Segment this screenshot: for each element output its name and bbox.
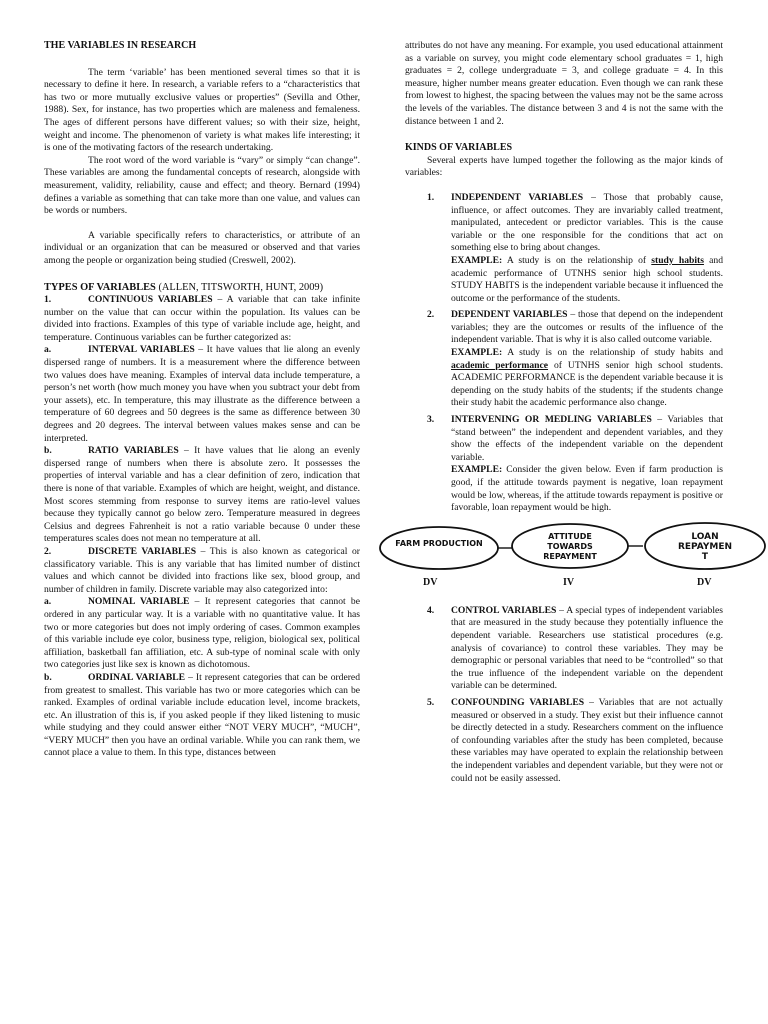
control-number: 4. [427,604,435,616]
dv-label-2: DV [697,576,712,588]
control-text: – A special types of independent variables that are measured in the study because they potentially influence the dependent variable. Researchers use statistical procedures (e.g. analysis of covariance) to control these variables. They may be demographic or personal variables that need to be “controlled” so that the true influence of the independent variable on the dependent variable can be determined. [451,604,723,692]
control-variables-item [405,605,723,693]
types-citation: (ALLEN, TITSWORTH, HUNT, 2009) [155,281,324,293]
independent-example-emphasis: study habits [651,254,704,266]
ordinal-continuation-paragraph: attributes do not have any meaning. For example, you used educational attainment as a variable on survey, you might code elementary school graduates = 1, high graduates = 2, college undergraduate = 3, and college graduate = 4. In this measure, higher number means greater education. Even though we can rank these from lowest to highest, the spacing between the values may not be the same across the levels of the variables. The distance between 3 and 4 is not the same with the distance between 1 and 2. [405,40,723,127]
independent-example [451,255,723,305]
confounding-text: – Variables that are not actually measured or observed in a study. They exist but their influence cannot be directly detected in a study. Researchers comment on the influence of confounding variables after the study has been completed, because these variables may have operated to explain the relationship between the independent variables and dependent variable, but they were not or could not be easily assessed. [451,696,723,784]
intervening-variables-item [405,414,723,515]
ratio-letter: b. [44,445,52,457]
discrete-variables-paragraph [44,546,360,596]
independent-number: 1. [427,191,435,203]
kinds-intro: Several experts have lumped together the following as the major kinds of variables: [405,154,723,179]
left-column [44,0,360,760]
loan-repayment-label: LOAN REPAYMEN T [677,531,733,562]
continuous-number: 1. [44,294,52,306]
intervening-example-text: Consider the given below. Even if farm production is good, if the attitude towards payment is negative, loan repayment would be low, whereas, if the attitude towards repayment is positive or favorable, loan repayment would be high. [451,464,723,514]
kinds-heading: KINDS OF VARIABLES [405,142,513,154]
ordinal-text: – It represent categories that can be ordered from greatest to smallest. This variable has two or more categories which can be ranked. Examples of ordinal variable include education level, income brackets, etc. An illustration of this is, if you asked people if they liked listening to music while studying and they could answer either “NOT VERY MUCH”, “MUCH”, “VERY MUCH” then you have an ordinal variable. While you can rank them, we cannot place a value to them. In this type, distances between [44,671,360,759]
dependent-heading: DEPENDENT VARIABLES [451,309,568,321]
independent-heading: INDEPENDENT VARIABLES [451,191,584,203]
interval-heading: INTERVAL VARIABLES [88,344,195,356]
dependent-example [451,347,723,410]
confounding-variables-item [405,697,723,785]
intervening-text: – Variables that “stand between” the independent and dependent variables, and they show the effects of the independent variable on the dependent variable. [451,414,723,463]
right-column [395,0,733,785]
control-heading: CONTROL VARIABLES [451,604,557,616]
nominal-text: – It represent categories that cannot be ordered in any particular way. It is a variable with no quantitative value. It has two or more categories but does not imply ordering of cases. Common examples of this variable include eye color, business type, religion, biological sex, political affiliation, basketball fan affiliation, etc. A sub-type of nominal scale with only two categories just like sex is known as dichotomous. [44,596,360,671]
interval-variables-paragraph [44,344,360,445]
dependent-number: 2. [427,309,435,321]
intervening-example [451,464,723,514]
discrete-number: 2. [44,545,52,557]
dependent-text: – those that depend on the independent variables; they are the outcomes or results of the influence of the independent variable. That is why it is also called outcome variable. [451,309,723,346]
independent-example-text-b: and academic performance of UTNHS senior high school students. STUDY HABITS is the independent variable because it influenced the outcome or the performance of the students. [451,254,723,304]
dependent-example-label: EXAMPLE: [451,347,503,359]
intro-paragraph-3: A variable specifically refers to characteristics, or attribute of an individual or an organization that can be measured or observed and that varies among the people or organization being studied (Creswell, 2002). [44,229,360,266]
discrete-heading: DISCRETE VARIABLES [88,545,197,557]
continuous-text: – A variable that can take infinite number on the value that can occur within the population. Its values can be divided into fractions. Examples of this type of variable include age, height, and temperature. Continuous variables can be further categorized as: [44,294,360,343]
interval-text: – It have values that lie along an evenly dispersed range of numbers. It is a measurement where the difference between two values does have meaning. Examples of interval data include temperature, a person’s net worth (how much money you have when you subtract your debt from your assets), etc. In temperature, this may illustrate as the difference between a temperature of 60 degrees and 50 degrees is the same as difference between 30 degrees and 20 degrees. The interval between values makes sense and can be interpreted. [44,344,360,444]
ratio-text: – It have values that lie along an evenly dispersed range of numbers when there is absolute zero. It possesses the properties of interval variable and has a clear definition of zero, indication that there is none of that variable. Examples of which are height, weight, and distance. Most scores stemming from response to survey items are ratio-level values because they typically cannot go below zero. Temperature measured in degrees Celsius and degrees Fahrenheit is not a ratio variable because 0 under these temperatures scales does not mean no temperature at all. [44,445,360,545]
interval-letter: a. [44,344,52,356]
nominal-letter: a. [44,596,52,608]
ordinal-heading: ORDINAL VARIABLE [88,671,186,683]
dependent-variables-item [405,309,723,410]
independent-example-label: EXAMPLE: [451,254,503,266]
intervening-number: 3. [427,414,435,426]
independent-example-text-a: A study is on the relationship of [502,254,652,266]
types-heading-line [44,282,360,295]
dependent-example-text-b: of UTNHS senior high school students. ACADEMIC PERFORMANCE is the dependent variable because it is depending on the study habits of the students; if the students change their study habit the academic performance also change. [451,359,723,409]
nominal-variable-paragraph [44,596,360,672]
ratio-heading: RATIO VARIABLES [88,445,179,457]
independent-variables-item [405,192,723,305]
attitude-label: ATTITUDE TOWARDS REPAYMENT [543,531,597,561]
ratio-variables-paragraph [44,445,360,546]
dependent-example-emphasis: academic performance [451,359,549,371]
ordinal-letter: b. [44,671,52,683]
continuous-heading: CONTINUOUS VARIABLES [88,294,213,306]
intervening-heading: INTERVENING OR MEDLING VARIABLES [451,414,652,426]
confounding-heading: CONFOUNDING VARIABLES [451,696,585,708]
confounding-number: 5. [427,696,435,708]
types-heading: TYPES OF VARIABLES [44,281,156,293]
document-title: THE VARIABLES IN RESEARCH [44,40,197,51]
variable-relationship-diagram [377,517,767,595]
intro-paragraph-2: The root word of the word variable is “vary” or simply “can change”. These variables are among the fundamental concepts of research, alongside with measurement, validity, reliability, cause and effect; and theory. Bernard (1994) defines a variable as something that can take more than one value, and values can be words or numbers. [44,154,360,217]
dependent-example-text-a: A study is on the relationship of study habits and [502,347,723,359]
iv-label: IV [563,576,575,588]
ordinal-variable-paragraph [44,672,360,760]
continuous-variables-paragraph [44,294,360,344]
nominal-heading: NOMINAL VARIABLE [88,596,190,608]
intro-paragraph-1: The term ‘variable’ has been mentioned several times so that it is necessary to define it here. In research, a variable refers to a “characteristics that has two or more mutually exclusive values or properties” (Sevilla and Other, 1988). Sex, for instance, has two properties which are maleness and femaleness. The ages of different persons have different values; so with their size, height, weight and income. The phenomenon of variety is what makes life interesting; it is one of the motivating factors of the research undertaking. [44,66,360,154]
intervening-example-label: EXAMPLE: [451,464,503,476]
farm-production-label: FARM PRODUCTION [395,538,483,548]
independent-text: – Those that probably cause, influence, or affect outcomes. They are invariably called treatment, manipulated, antecedent or predictor variables. This is the cause variable or the one responsible for the conditions that act on something else to bring about changes. [451,191,724,254]
discrete-text: – This is also known as categorical or classificatory variable. This is any variable that has limited number of distinct values and which cannot be divided into fractions like sex, blood group, and number of children in family. Discrete variable may also categorized into: [44,545,360,595]
dv-label-1: DV [423,576,438,588]
